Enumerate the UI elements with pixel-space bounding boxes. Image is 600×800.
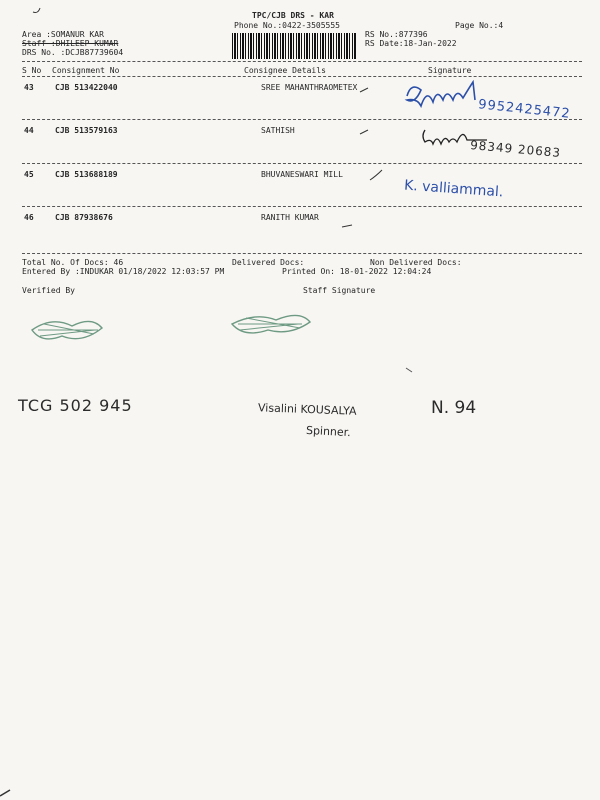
drs-number: DRS No. :DCJB87739604: [22, 48, 124, 57]
tick-mark: [33, 8, 40, 13]
staff-field: Staff :DHILEEP KUMAR: [22, 39, 119, 48]
row-consignee: SATHISH: [261, 126, 295, 135]
column-header-sno: S No: [22, 66, 42, 75]
non-delivered-docs: Non Delivered Docs:: [370, 258, 462, 267]
row-sno: 45: [24, 170, 34, 179]
handwritten-tcg-number: TCG 502 945: [18, 396, 133, 415]
phone-number: Phone No.:0422-3505555: [234, 21, 340, 30]
row-sno: 43: [24, 83, 34, 92]
document-title: TPC/CJB DRS - KAR: [252, 11, 334, 20]
handwritten-signature-name: K. valliammal.: [403, 177, 504, 201]
signature-43: [407, 82, 475, 106]
signature-44: [423, 130, 487, 144]
row-consignee: BHUVANESWARI MILL: [261, 170, 343, 179]
handwritten-name-line1: Visalini KOUSALYA: [257, 401, 357, 418]
handwritten-name-line2: Spinner.: [305, 423, 352, 440]
row-consignment: CJB 87938676: [55, 213, 113, 222]
page-number: Page No.:4: [455, 21, 504, 30]
rs-date: RS Date:18-Jan-2022: [365, 39, 457, 48]
mark-45: [370, 170, 382, 180]
mark-44: [360, 130, 368, 134]
verified-by-label: Verified By: [22, 286, 75, 295]
row-consignment: CJB 513579163: [55, 126, 118, 135]
area-field: Area :SOMANUR KAR: [22, 30, 104, 39]
printed-on: Printed On: 18-01-2022 12:04:24: [282, 267, 432, 276]
column-header-signature: Signature: [428, 66, 472, 75]
row-consignment: CJB 513688189: [55, 170, 118, 179]
column-header-consignee: Consignee Details: [244, 66, 326, 75]
row-sno: 44: [24, 126, 34, 135]
entered-by: Entered By :INDUKAR 01/18/2022 12:03:57 PM: [22, 267, 225, 276]
mark-46: [342, 225, 352, 227]
handwritten-number: N. 94: [431, 398, 477, 418]
handwritten-phone-note: 98349 20683: [469, 138, 562, 160]
rs-number: RS No.:877396: [365, 30, 428, 39]
row-sno: 46: [24, 213, 34, 222]
corner-mark: [0, 790, 10, 796]
row-consignee: SREE MAHANTHRAOMETEX: [261, 83, 358, 92]
staff-signature-stamp: [232, 315, 310, 332]
mark-43: [360, 88, 368, 92]
verified-by-stamp: [32, 321, 102, 338]
mark-small: [406, 368, 412, 372]
staff-signature-label: Staff Signature: [303, 286, 376, 295]
row-consignment: CJB 513422040: [55, 83, 118, 92]
delivered-docs: Delivered Docs:: [232, 258, 305, 267]
row-consignee: RANITH KUMAR: [261, 213, 319, 222]
handwritten-phone-note: 9952425472: [477, 97, 572, 122]
total-docs: Total No. Of Docs: 46: [22, 258, 124, 267]
column-header-consignment: Consignment No: [52, 66, 120, 75]
